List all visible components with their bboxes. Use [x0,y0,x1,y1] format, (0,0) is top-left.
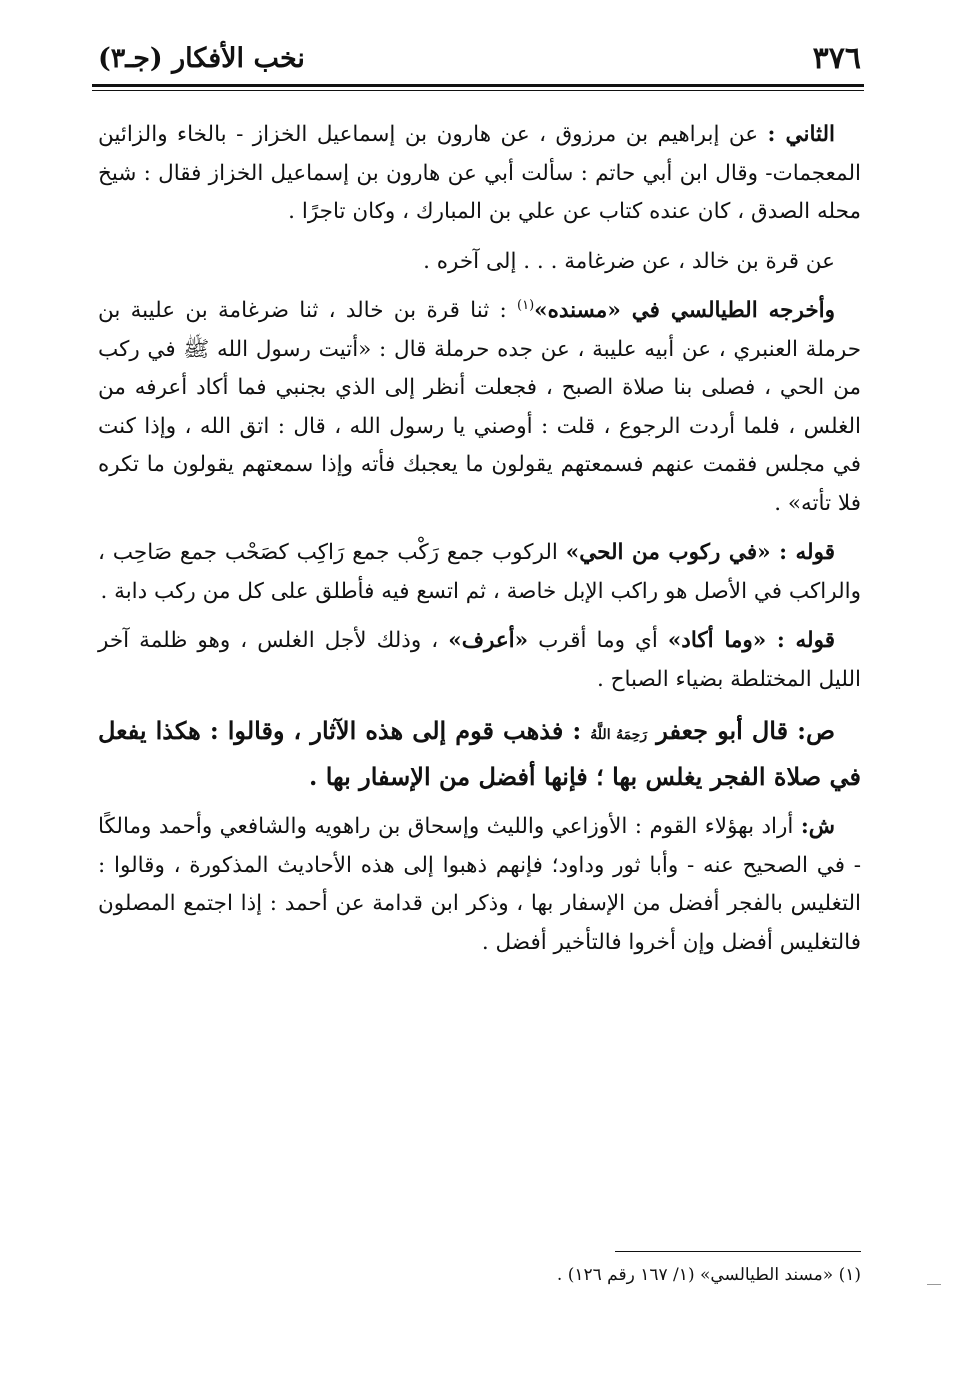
paragraph-1-text: عن إبراهيم بن مرزوق ، عن هارون بن إسماعيل الخزاز - بالخاء والزائين المعجمات- وقال ابن أبي حاتم : سألت أبي عن هارون بن إسماعيل الخزاز فقال : شيخ محله الصدق ، كان عنده كتاب عن علي بن المبارك ، وكان تاجرًا . [98,122,861,224]
footnote-marker: (١) [517,297,535,313]
paragraph-2 [98,243,861,282]
honorific-glyph: رَحِمَهُ اللَّهُ [590,727,648,743]
page-number: ٣٧٦ [812,41,861,76]
main-text [98,116,861,973]
paragraph-5-text: أي وما أقرب [528,628,668,653]
paragraph-2-text: عن قرة بن خالد ، عن ضرغامة . . . إلى آخره . [423,248,835,274]
paragraph-1 [98,116,861,232]
paragraph-1-lead: الثاني : [767,122,836,147]
footnote: (١) «مسند الطيالسي» (١/ ١٦٧ رقم ١٢٦) . [556,1265,861,1285]
paragraph-6-matn [98,710,861,797]
paragraph-3-lead: وأخرجه الطيالسي في «مسنده» [534,298,835,323]
paragraph-3 [98,292,861,523]
paragraph-7-lead: ش: [800,814,835,839]
paragraph-6-part-1: ص: قال أبو جعفر [647,716,836,745]
paragraph-5 [98,622,861,699]
running-title: نخب الأفكار (جـ٣) [98,43,305,74]
paragraph-5-lead: قوله : «وما أكاد» [667,628,835,653]
paragraph-3-text: : ثنا قرة بن خالد ، ثنا ضرغامة بن علیبة بن حرملة العنبري ، عن أبيه علیبة ، عن جده حرملة قال : «أتيت رسول الله ﷺ في ركب من الحي ، فصلى بنا صلاة الصبح ، فجعلت أنظر إلى الذي بجنبي فما أكاد أعرفه من الغلس ، فلما أردت الرجوع ، قلت : أوصني يا رسول الله ، قال : اتق الله ، وإذا كنت في مجلس فقمت عنهم فسمعتهم يقولون ما يعجبك فأته وإذا سمعتهم يقولون ما تكره فلا تأته» . [98,298,861,516]
header-rule-thin [92,90,864,91]
paragraph-4-lead: قوله : «في ركوب من الحي» [565,540,835,565]
paragraph-4 [98,534,861,611]
paragraph-7-text: أراد بهؤلاء القوم : الأوزاعي والليث وإسحاق بن راهويه والشافعي وأحمد ومالكًا - في الصحيح عنه - وأبا ثور وداود؛ فإنهم ذهبوا إلى هذه الأحاديث المذكورة ، وقالوا : التغليس بالفجر أفضل من الإسفار بها ، وذكر ابن قدامة عن أحمد : إذا اجتمع المصلون فالتغليس أفضل وإن أخروا فالتأخير أفضل . [98,814,861,955]
footnote-rule [615,1251,861,1252]
paragraph-6-part-2: : فذهب قوم إلى هذه الآثار ، وقالوا : هكذا يفعل في صلاة الفجر يغلس بها ؛ فإنها أفضل من الإسفار بها . [98,716,861,791]
margin-mark [927,1284,941,1285]
header-rule-thick [92,84,864,87]
paragraph-5-text-2: ، وذلك لأجل الغلس ، وهو ظلمة آخر الليل المختلطة بضياء الصباح . [98,628,861,692]
paragraph-7 [98,808,861,962]
page-header [98,38,861,80]
paragraph-5-lead-2: «أعرف» [448,628,529,653]
paragraph-4-text: الركوب جمع رَكْب جمع رَاكِب كصَحْب جمع صَاحِب ، والراكب في الأصل هو راكب الإبل خاصة ، ثم اتسع فيه فأطلق على كل من ركب دابة . [98,540,861,604]
